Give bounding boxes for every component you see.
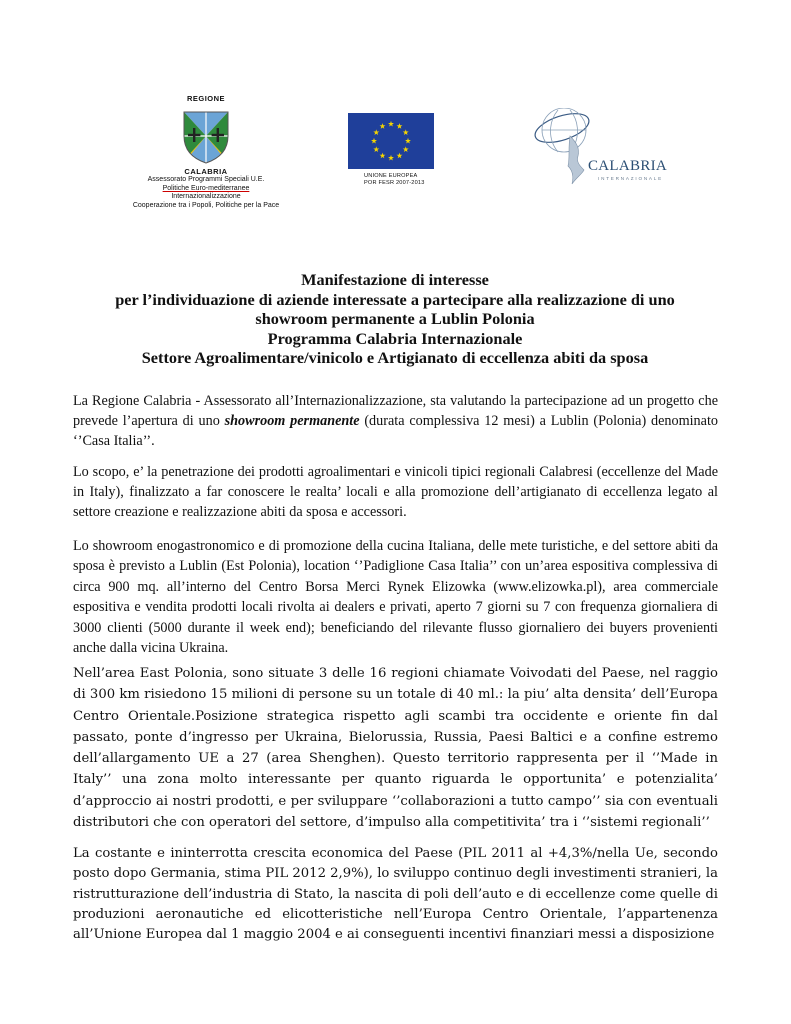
internazionalizzazione-line: Internazionalizzazione bbox=[171, 193, 241, 201]
title-line-5: Settore Agroalimentare/vinicolo e Artigianato di eccellenza abiti da sposa bbox=[141, 348, 649, 368]
document-title bbox=[60, 270, 730, 368]
showroom-emphasis: showroom permanente bbox=[224, 413, 360, 429]
regione-calabria-logo bbox=[116, 94, 296, 214]
intro-text-before: La Regione Calabria - Assessorato all’Internazionalizzazione, sta valutando la partecipazione ad un progetto che prevede l’apertura di uno bbox=[73, 393, 718, 429]
paragraph-intro bbox=[73, 391, 718, 451]
intro-text-after: (durata complessiva 12 mesi) a Lublin (Polonia) denominato ‘’Casa Italia’’. bbox=[73, 413, 718, 449]
title-line-1: Manifestazione di interesse bbox=[301, 270, 489, 289]
title-line-3: showroom permanente a Lublin Polonia bbox=[255, 309, 535, 329]
calabria-label: CALABRIA bbox=[184, 167, 228, 176]
regione-label: REGIONE bbox=[186, 94, 226, 103]
cooperazione-line: Cooperazione tra i Popoli, Politiche per la Pace bbox=[132, 201, 280, 209]
paragraph-east-polonia: Nell’area East Polonia, sono situate 3 delle 16 regioni chiamate Voivodati del Paese, nel raggio di 300 km risiedono 15 milioni di persone su un totale di 40 ml.: la piu’ alta densita’ dell’Europa Centro Orientale.Posizione strategica rispetto agli scambi tra occidente e oriente fin dal passato, ponte d’ingresso per Ukraina, Bielorussia, Russia, Paesi Baltici e a confine estremo dell’allargamento UE a 27 (area Shenghen). Questo territorio rappresenta per il ‘’Made in Italy’’ una zona molto interessante per quanto riguarda le opportunita’ e potenzialita’ d’approccio ai nostri prodotti, e per sviluppare ‘’collaborazioni a tutto campo’’ sia con eventuali distributori che con operatori del settore, d’impulso alla competitivita’ tra i ‘’sistemi regionali’’ bbox=[73, 666, 718, 831]
assessorato-line: Assessorato Programmi Speciali U.E. bbox=[147, 176, 265, 183]
paragraph-crescita: La costante e ininterrotta crescita economica del Paese (PIL 2011 al +4,3%/nella Ue, secondo posto dopo Germania, stima PIL 2012 2,9%), lo sviluppo continuo degli investimenti stranieri, la ristrutturazione dell’industria di Stato, la nascita di poli dell’auto e di eccellenze come quelle di produzioni aeronautiche ed elicotteristiche nell’Europa Centro Orientale, l’appartenenza all’Unione Europea dal 1 maggio 2004 e ai conseguenti incentivi finanziari messi a disposizione bbox=[73, 846, 718, 943]
eu-label: UNIONE EUROPEA bbox=[364, 173, 418, 179]
calabria-internazionale-logo bbox=[528, 108, 678, 188]
por-fesr-label: POR FESR 2007-2013 bbox=[364, 180, 425, 186]
paragraph-scopo: Lo scopo, e’ la penetrazione dei prodotti agroalimentari e vinicoli tipici regionali Calabresi (eccellenze del Made in Italy), finalizzato a far conoscere le realta’ locali e alla promozione dell’artigianato di eccellenza legato al settore creazione e realizzazione abiti da sposa e accessori. bbox=[73, 464, 718, 520]
title-line-4: Programma Calabria Internazionale bbox=[267, 328, 523, 348]
paragraph-showroom: Lo showroom enogastronomico e di promozione della cucina Italiana, delle mete turistiche, e del settore abiti da sposa è previsto a Lublin (Est Polonia), location ‘’Padiglione Casa Italia’’ con un’area espositiva complessiva di circa 900 mq. all’interno del Centro Borsa Merci Rynek Elizowka (www.elizowka.pl), area commerciale espositiva e vendita prodotti locali rivolta ai dealers e privati, aperto 7 giorni su 7 con frequenza giornaliera di 3000 clienti (5000 durante il week end); beneficiando del rilevante flusso giornaliero dei buyers provenienti anche dalla vicina Ukraina. bbox=[73, 538, 718, 657]
politiche-line: Politiche Euro-mediterranee bbox=[162, 184, 250, 192]
unione-europea-logo bbox=[348, 113, 438, 187]
internazionale-word: INTERNAZIONALE bbox=[598, 176, 664, 181]
regione-shield-icon bbox=[176, 106, 236, 166]
calabria-word: CALABRIA bbox=[588, 158, 668, 174]
eu-flag-icon bbox=[348, 113, 434, 169]
title-line-2: per l’individuazione di aziende interessate a partecipare alla realizzazione di uno bbox=[115, 289, 675, 309]
